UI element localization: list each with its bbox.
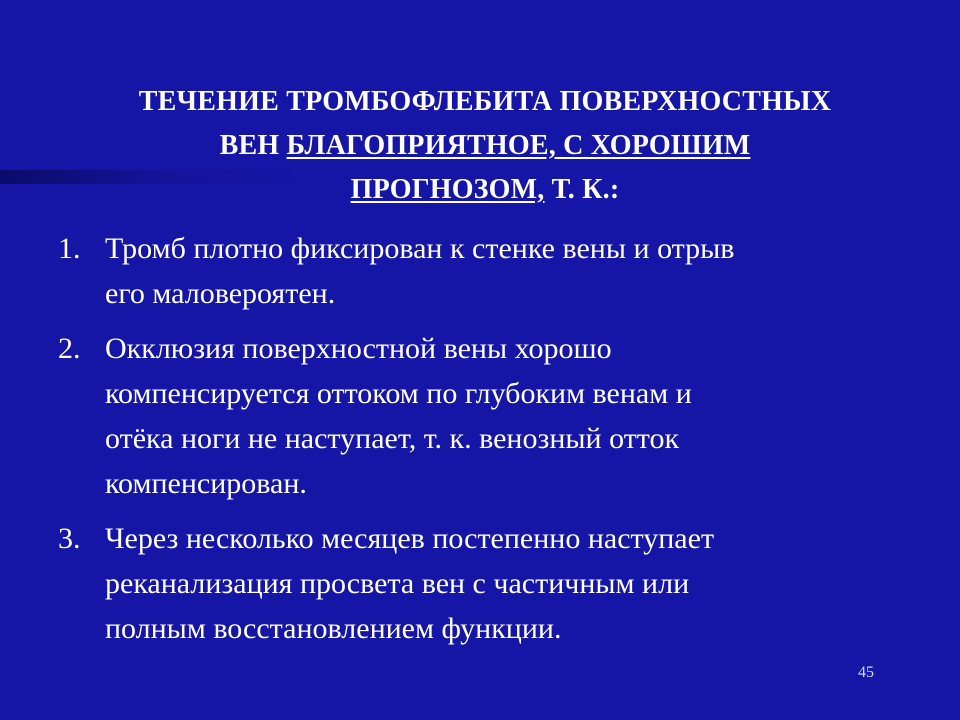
title-line-2-prefix: ВЕН bbox=[219, 130, 287, 161]
list-item-number: 1. bbox=[58, 232, 81, 265]
title-line-2 bbox=[40, 124, 930, 168]
list-item-text-line: реканализация просвета вен с частичным или bbox=[105, 567, 690, 600]
numbered-list bbox=[58, 226, 908, 661]
list-item-text-line: компенсируется оттоком по глубоким венам и bbox=[105, 377, 692, 410]
list-item-text-line: его маловероятен. bbox=[105, 277, 336, 310]
list-item-3 bbox=[58, 516, 908, 651]
list-item-2 bbox=[58, 326, 908, 506]
list-item-1 bbox=[58, 226, 908, 316]
title-line-2-underlined: БЛАГОПРИЯТНОЕ, С ХОРОШИМ bbox=[286, 130, 751, 161]
list-item-text-line: Окклюзия поверхностной вены хорошо bbox=[105, 332, 612, 365]
list-item-text-line: полным восстановлением функции. bbox=[105, 612, 562, 645]
title-line-3 bbox=[40, 168, 930, 212]
title-line-3-suffix: Т. К.: bbox=[544, 174, 620, 205]
title-line-1: ТЕЧЕНИЕ ТРОМБОФЛЕБИТА ПОВЕРХНОСТНЫХ bbox=[138, 86, 832, 117]
page-number: 45 bbox=[858, 664, 874, 681]
list-item-number: 3. bbox=[58, 522, 81, 555]
slide-title bbox=[40, 80, 930, 212]
title-line-3-underlined: ПРОГНОЗОМ, bbox=[350, 174, 545, 205]
list-item-text-line: Тромб плотно фиксирован к стенке вены и отрыв bbox=[105, 232, 735, 265]
list-item-text-line: отёка ноги не наступает, т. к. венозный отток bbox=[105, 422, 680, 455]
list-item-text-line: Через несколько месяцев постепенно наступает bbox=[105, 522, 715, 555]
list-item-number: 2. bbox=[58, 332, 81, 365]
list-item-text-line: компенсирован. bbox=[105, 467, 307, 500]
